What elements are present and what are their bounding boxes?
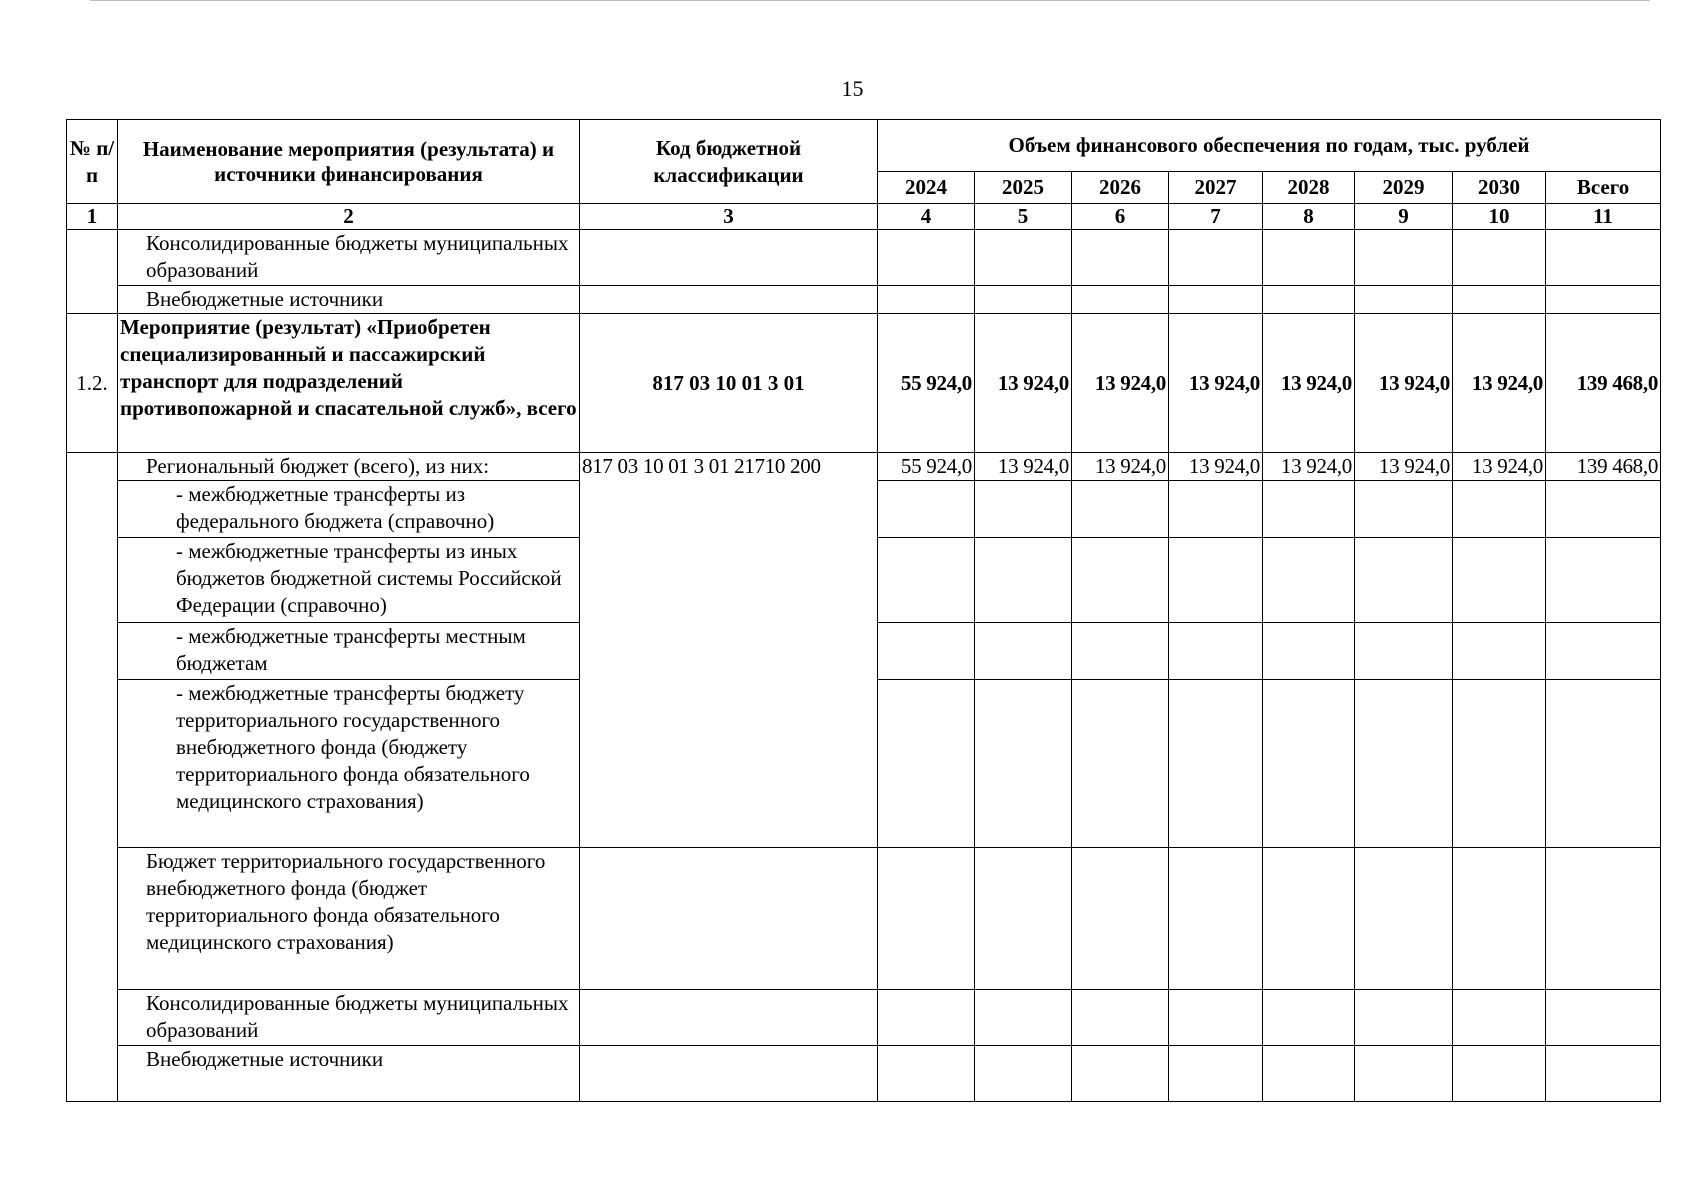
table-row xyxy=(67,1046,1661,1102)
row-code xyxy=(580,848,878,990)
row-code xyxy=(580,1046,878,1102)
value-2028: 13 924,0 xyxy=(1263,314,1355,453)
year-2025: 2025 xyxy=(975,172,1072,204)
colnum-2: 2 xyxy=(118,204,580,230)
colnum-5: 5 xyxy=(975,204,1072,230)
year-2026: 2026 xyxy=(1072,172,1169,204)
table-row xyxy=(67,990,1661,1046)
colnum-6: 6 xyxy=(1072,204,1169,230)
row-code: 817 03 10 01 3 01 xyxy=(580,314,878,453)
row-code: 817 03 10 01 3 01 21710 200 xyxy=(580,453,878,848)
table-row xyxy=(67,230,1661,286)
row-name: - межбюджетные трансферты из иных бюджетов бюджетной системы Российской Федерации (справочно) xyxy=(118,538,580,623)
header-name: Наименование мероприятия (результата) и источники финансирования xyxy=(118,120,580,204)
row-name: Консолидированные бюджеты муниципальных образований xyxy=(118,230,580,286)
colnum-3: 3 xyxy=(580,204,878,230)
colnum-7: 7 xyxy=(1169,204,1263,230)
row-name: - межбюджетные трансферты из федерального бюджета (справочно) xyxy=(118,481,580,538)
colnum-1: 1 xyxy=(67,204,118,230)
year-2029: 2029 xyxy=(1355,172,1453,204)
table-row xyxy=(67,453,1661,481)
value-2024: 55 924,0 xyxy=(878,453,975,481)
value-2028: 13 924,0 xyxy=(1263,453,1355,481)
value-2027: 13 924,0 xyxy=(1169,314,1263,453)
row-name: Внебюджетные источники xyxy=(118,286,580,314)
colnum-8: 8 xyxy=(1263,204,1355,230)
row-code xyxy=(580,286,878,314)
year-total: Всего xyxy=(1546,172,1661,204)
value-2026: 13 924,0 xyxy=(1072,314,1169,453)
table-row xyxy=(67,848,1661,990)
row-name: Внебюджетные источники xyxy=(118,1046,580,1102)
table-row xyxy=(67,286,1661,314)
year-2028: 2028 xyxy=(1263,172,1355,204)
value-2029: 13 924,0 xyxy=(1355,314,1453,453)
header-volume: Объем финансового обеспечения по годам, тыс. рублей xyxy=(878,120,1661,172)
row-code xyxy=(580,990,878,1046)
row-num-empty xyxy=(67,230,118,314)
row-num-empty xyxy=(67,453,118,1102)
column-number-row xyxy=(67,204,1661,230)
year-2030: 2030 xyxy=(1453,172,1546,204)
top-scan-edge xyxy=(90,0,1650,1)
value-2026: 13 924,0 xyxy=(1072,453,1169,481)
value-2029: 13 924,0 xyxy=(1355,453,1453,481)
row-code xyxy=(580,230,878,286)
value-total: 139 468,0 xyxy=(1546,453,1661,481)
colnum-4: 4 xyxy=(878,204,975,230)
row-name: Региональный бюджет (всего), из них: xyxy=(118,453,580,481)
value-2030: 13 924,0 xyxy=(1453,453,1546,481)
value-2025: 13 924,0 xyxy=(975,314,1072,453)
value-2030: 13 924,0 xyxy=(1453,314,1546,453)
financing-table xyxy=(66,119,1661,1102)
value-2024: 55 924,0 xyxy=(878,314,975,453)
page-number: 15 xyxy=(841,76,864,101)
colnum-11: 11 xyxy=(1546,204,1661,230)
year-2027: 2027 xyxy=(1169,172,1263,204)
table-row-measure xyxy=(67,314,1661,453)
row-name: Бюджет территориального государственного внебюджетного фонда (бюджет территориального фонда обязательного медицинского страхования) xyxy=(118,848,580,990)
row-num: 1.2. xyxy=(67,314,118,453)
colnum-10: 10 xyxy=(1453,204,1546,230)
header-row-1 xyxy=(67,120,1661,172)
value-total: 139 468,0 xyxy=(1546,314,1661,453)
row-name: Консолидированные бюджеты муниципальных образований xyxy=(118,990,580,1046)
row-name: Мероприятие (результат) «Приобретен специализированный и пассажирский транспорт для подразделений противопожарной и спасательной служб», всего xyxy=(118,314,580,453)
row-name: - межбюджетные трансферты бюджету территориального государственного внебюджетного фонда (бюджету территориального фонда обязательного медицинского страхования) xyxy=(118,680,580,848)
value-2027: 13 924,0 xyxy=(1169,453,1263,481)
year-2024: 2024 xyxy=(878,172,975,204)
header-code: Код бюджетной классификации xyxy=(580,120,878,204)
colnum-9: 9 xyxy=(1355,204,1453,230)
row-name: - межбюджетные трансферты местным бюджетам xyxy=(118,623,580,680)
value-2025: 13 924,0 xyxy=(975,453,1072,481)
header-num: № п/п xyxy=(67,120,118,204)
